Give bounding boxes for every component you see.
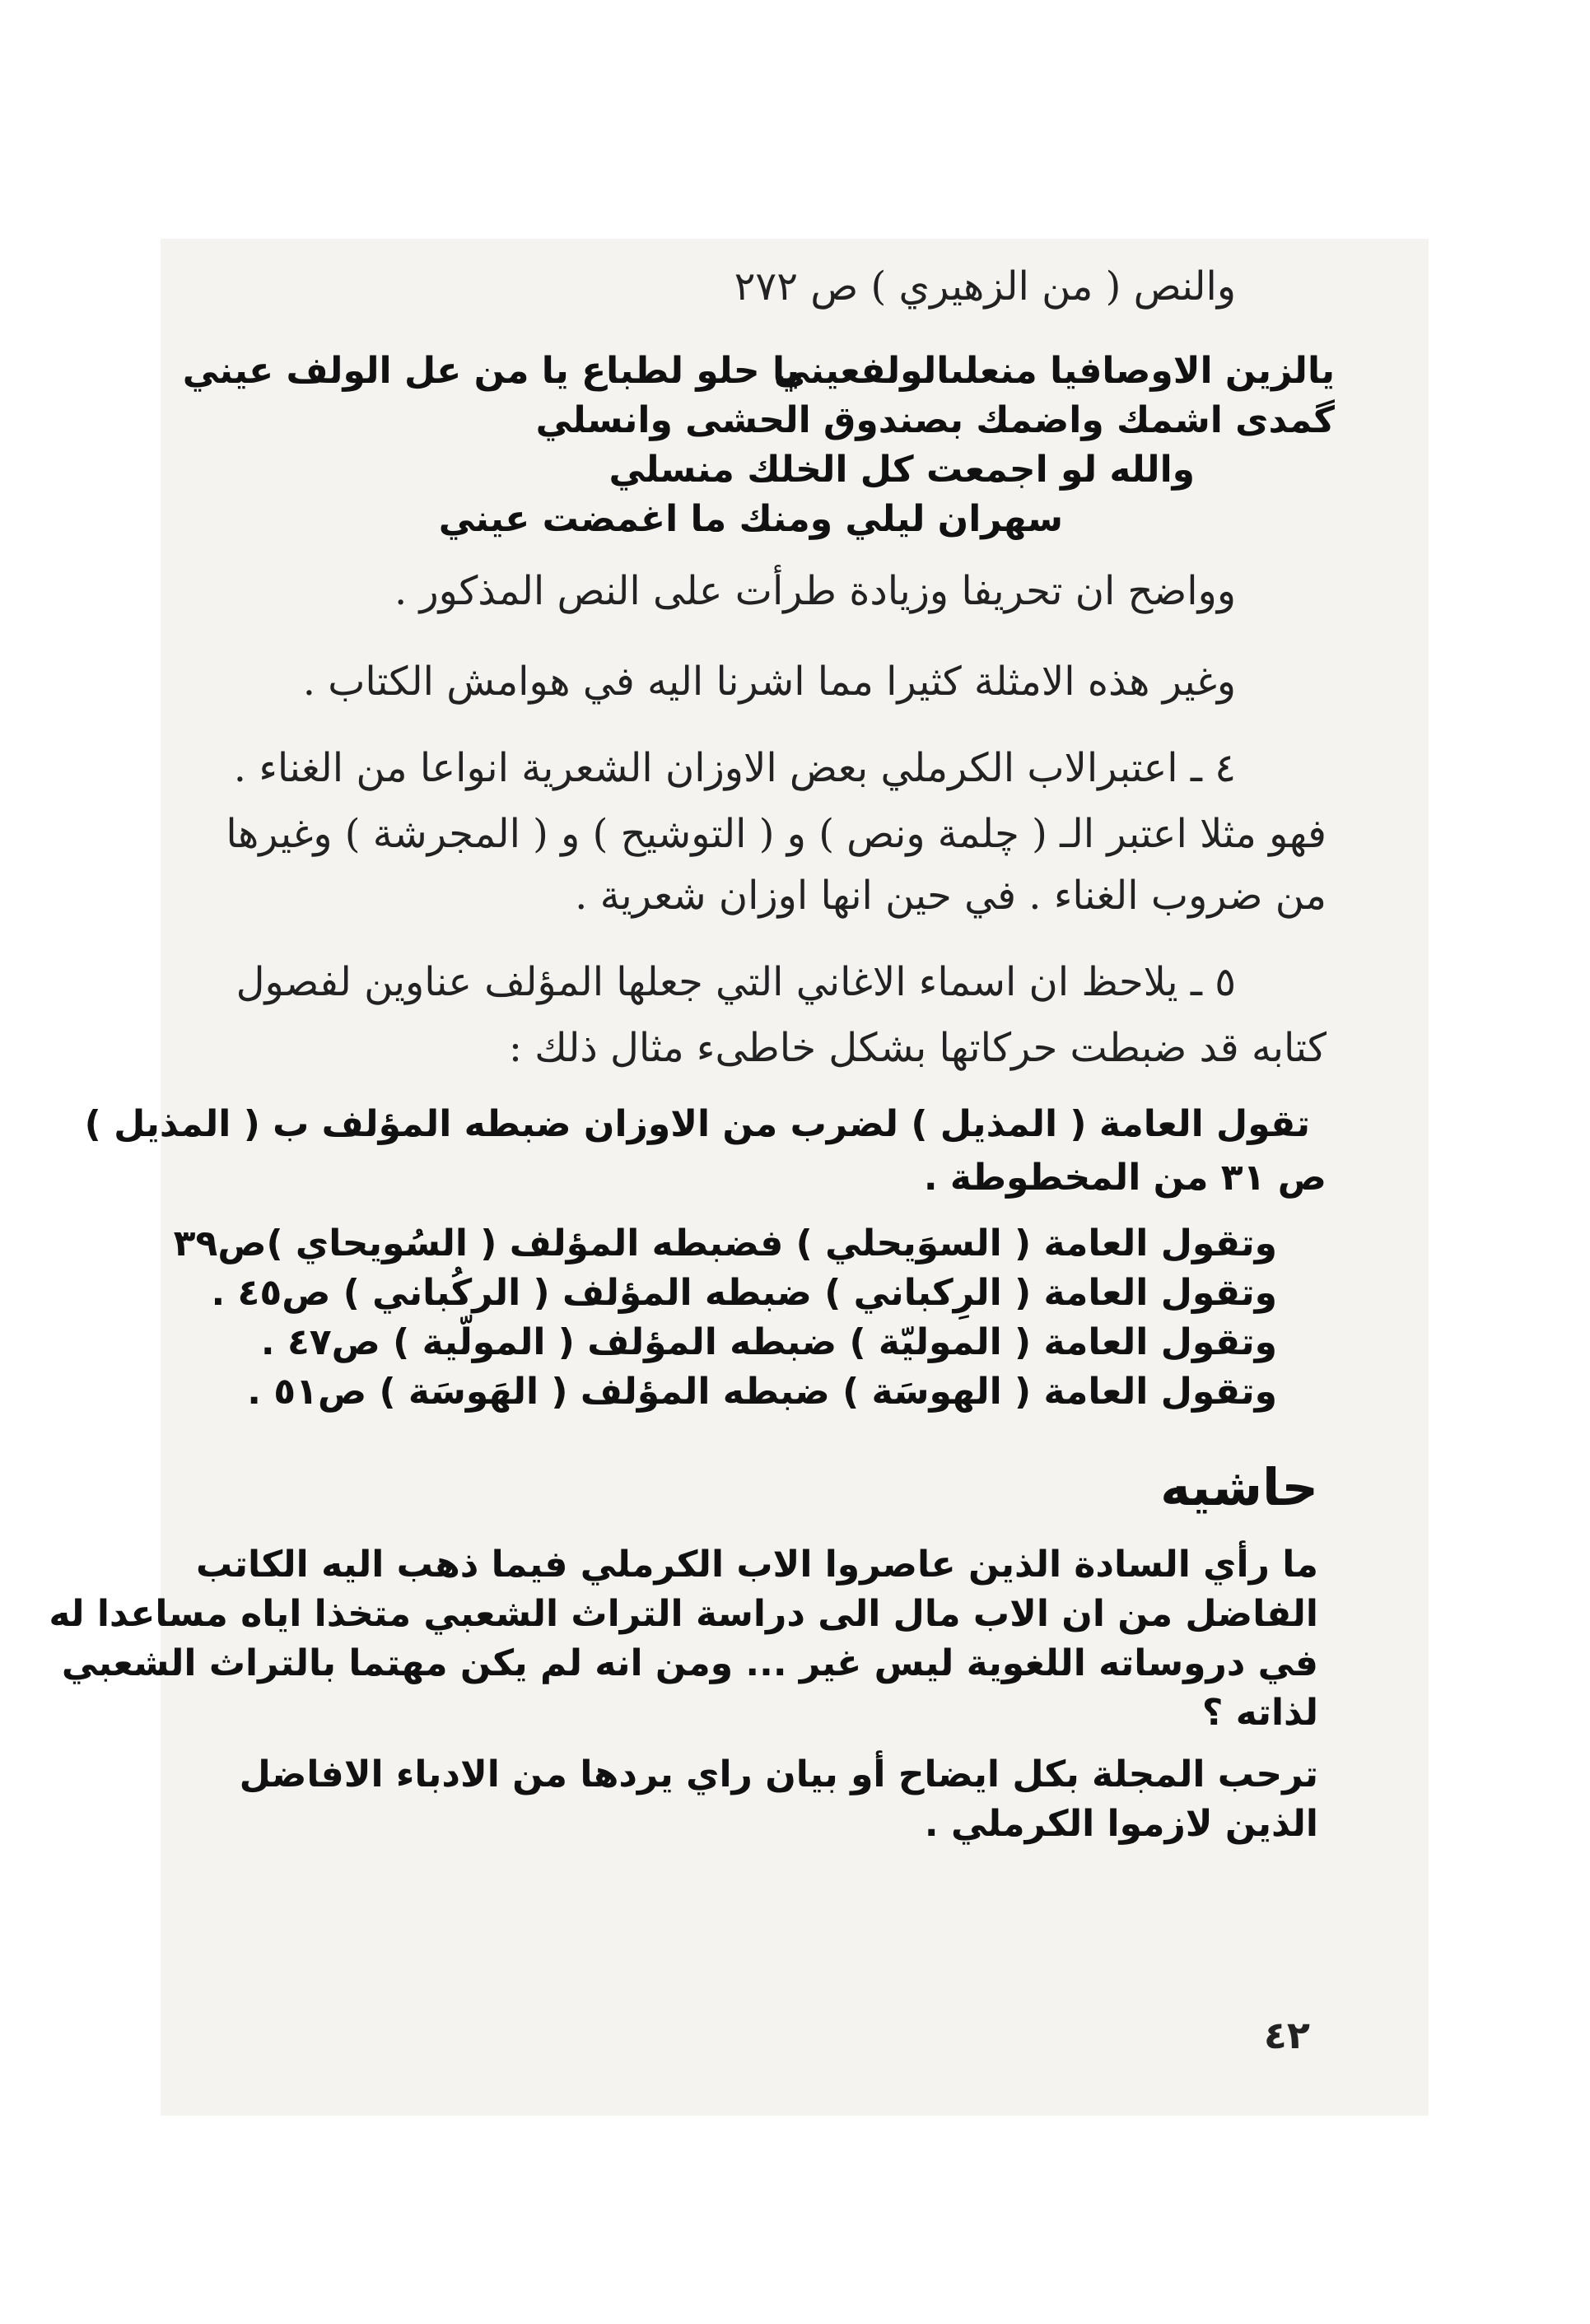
text-line: ص ٣١ من المخطوطة . — [923, 1157, 1327, 1199]
poem-line: يا حلو لطباع يا من عل الولف عيني — [182, 350, 800, 392]
text-line: وتقول العامة ( السوَيحلي ) فضبطه المؤلف ( السُويحاي )ص٣٩ — [173, 1223, 1277, 1264]
text-line: وتقول العامة ( الرِكباني ) ضبطه المؤلف ( الركُباني ) ص٤٥ . — [211, 1272, 1277, 1314]
text-line: الذين لازموا الكرملي . — [924, 1803, 1318, 1845]
text-line: ما رأي السادة الذين عاصروا الاب الكرملي فيما ذهب اليه الكاتب — [195, 1544, 1318, 1586]
text-line: في دروساته اللغوية ليس غير ... ومن انه لم يكن مهتما بالتراث الشعبي — [61, 1642, 1318, 1684]
poem-line: يالزين الاوصافيا منعلىالولفعيني — [773, 350, 1335, 392]
page-number: ٤٢ — [1263, 2013, 1310, 2057]
text-line: كتابه قد ضبطت حركاتها بشكل خاطىء مثال ذلك : — [508, 1025, 1327, 1071]
poem-line: والله لو اجمعت كل الخلك منسلي — [608, 449, 1195, 491]
text-line: وتقول العامة ( الهوسَة ) ضبطه المؤلف ( الهَوسَة ) ص٥١ . — [247, 1371, 1277, 1413]
poem-line: سهران ليلي ومنك ما اغمضت عيني — [438, 498, 1063, 540]
text-line: من ضروب الغناء . في حين انها اوزان شعرية . — [575, 873, 1327, 919]
text-line: ٤ ـ اعتبرالاب الكرملي بعض الاوزان الشعرية انواعا من الغناء . — [233, 745, 1236, 791]
section-heading: حاشيه — [1160, 1457, 1318, 1517]
text-line: الفاضل من ان الاب مال الى دراسة التراث الشعبي متخذا اياه مساعدا له — [49, 1593, 1318, 1635]
text-line: لذاته ؟ — [1201, 1692, 1318, 1734]
text-line: فهو مثلا اعتبر الـ ( چلمة ونص ) و ( التوشيح ) و ( المجرشة ) وغيرها — [226, 811, 1327, 857]
text-line: وتقول العامة ( الموليّة ) ضبطه المؤلف ( المولّية ) ص٤٧ . — [260, 1321, 1277, 1363]
text-line: ترحب المجلة بكل ايضاح أو بيان راي يردها من الادباء الافاضل — [239, 1753, 1318, 1795]
text-line: وغير هذه الامثلة كثيرا مما اشرنا اليه في هوامش الكتاب . — [302, 659, 1236, 705]
text-line: ٥ ـ يلاحظ ان اسماء الاغاني التي جعلها المؤلف عناوين لفصول — [235, 959, 1236, 1005]
text-line: تقول العامة ( المذيل ) لضرب من الاوزان ضبطه المؤلف ب ( المذيل ) — [84, 1103, 1310, 1145]
poem-line: گمدى اشمك واضمك بصندوق الحشى وانسلي — [535, 399, 1335, 441]
text-line: وواضح ان تحريفا وزيادة طرأت على النص المذكور . — [394, 568, 1236, 614]
text-line: والنص ( من الزهيري ) ص ٢٧٢ — [734, 263, 1236, 310]
